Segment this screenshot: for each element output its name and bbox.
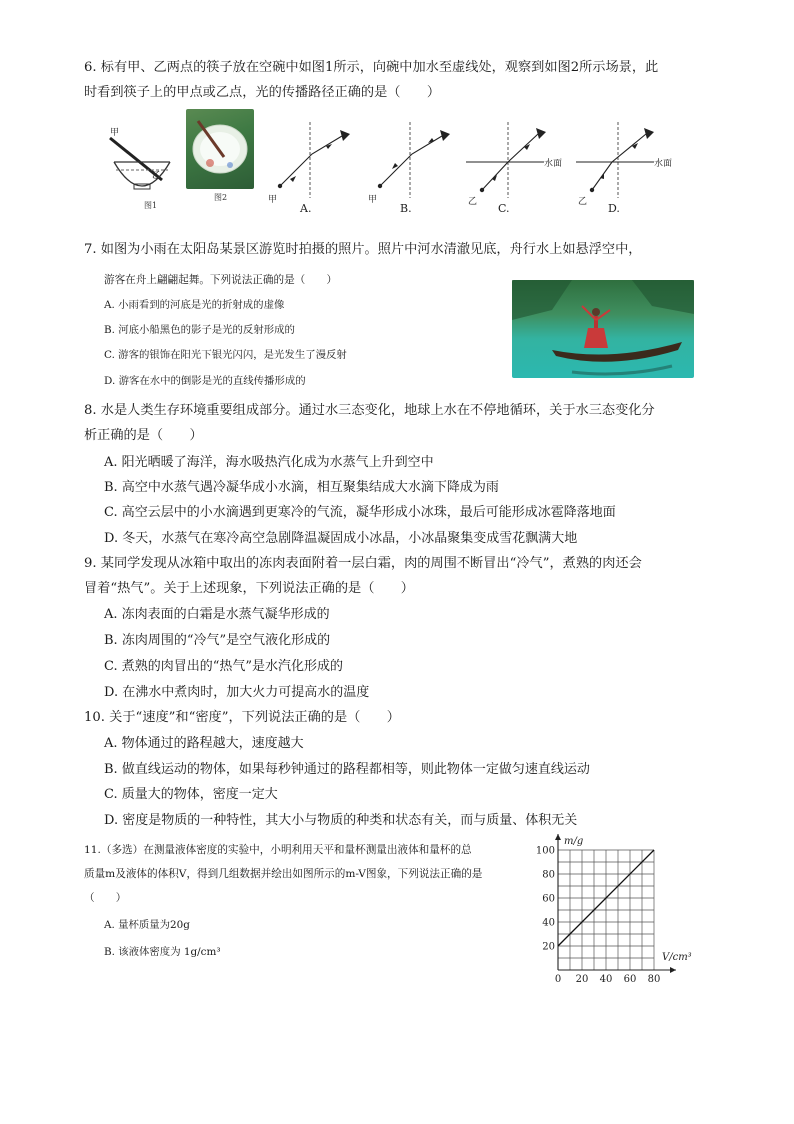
q7-option-d: D. 游客在水中的倒影是光的直线传播形成的 — [104, 375, 306, 387]
q7-option-c: C. 游客的银饰在阳光下银光闪闪，是光发生了漫反射 — [104, 349, 347, 361]
q7-boat-photo — [512, 280, 694, 378]
q6-choice-d-diagram — [572, 118, 682, 216]
q7-option-b: B. 河底小船黑色的影子是光的反射形成的 — [104, 324, 295, 336]
q10-option-c: C. 质量大的物体，密度一定大 — [104, 787, 278, 802]
q6-choice-c-diagram — [462, 118, 572, 216]
y-tick-label: 40 — [542, 917, 555, 929]
q6-fig1-point-yi: 乙 — [152, 171, 162, 181]
y-tick-label: 80 — [542, 869, 555, 881]
q6-b-label: B. — [400, 202, 412, 215]
chart-axes — [555, 834, 676, 973]
q6-d-water-label: 水面 — [654, 159, 673, 169]
q6-stem-line2: 时看到筷子上的甲点或乙点，光的传播路径正确的是（ ） — [84, 85, 441, 100]
q7-stem-line2: 游客在舟上翩翩起舞。下列说法正确的是（ ） — [104, 274, 338, 286]
x-tick-label: 80 — [647, 974, 661, 985]
y-axis-arrow — [555, 834, 561, 840]
q11-stem-line3: （ ） — [84, 892, 127, 904]
q6-figure1 — [104, 118, 174, 210]
q9-option-d: D. 在沸水中煮肉时，加大火力可提高水的温度 — [104, 685, 370, 700]
q8-option-d: D. 冬天，水蒸气在寒冷高空急剧降温凝固成小冰晶，小冰晶聚集变成雪花飘满大地 — [104, 531, 578, 546]
q9-stem-line2: 冒着“热气”。关于上述现象，下列说法正确的是（ ） — [84, 581, 414, 596]
q8-option-c: C. 高空云层中的小水滴遇到更寒冷的气流，凝华形成小冰珠，最后可能形成冰雹降落地面 — [104, 505, 616, 520]
q8-option-a: A. 阳光晒暖了海洋，海水吸热汽化成为水蒸气上升到空中 — [104, 455, 434, 470]
q6-c-water-label: 水面 — [544, 159, 563, 169]
q6-figure2-photo — [186, 109, 254, 189]
q6-c-label: C. — [498, 202, 510, 215]
q6-a-label: A. — [300, 202, 312, 215]
x-tick-label: 20 — [575, 974, 589, 985]
q11-stem-line1: 11.（多选）在测量液体密度的实验中，小明利用天平和量杯测量出液体和量杯的总 — [84, 844, 472, 856]
q6-fig1-label: 图1 — [144, 201, 158, 210]
q6-b-point: 甲 — [368, 195, 378, 205]
x-axis-arrow — [670, 967, 676, 973]
q11-stem-line2: 质量m及液体的体积V，得到几组数据并绘出如图所示的m-V图象，下列说法正确的是 — [84, 868, 483, 880]
q6-fig1-point-jia: 甲 — [110, 128, 120, 138]
q6-a-point: 甲 — [268, 195, 278, 205]
q11-option-b: B. 该液体密度为 1g/cm³ — [104, 946, 221, 958]
q6-choice-b-diagram — [362, 118, 462, 216]
q10-stem: 10. 关于“速度”和“密度”，下列说法正确的是（ ） — [84, 710, 400, 725]
q7-option-a: A. 小雨看到的河底是光的折射成的虚像 — [104, 299, 285, 311]
x-tick-label: 0 — [554, 974, 562, 985]
q9-option-b: B. 冻肉周围的“冷气”是空气液化形成的 — [104, 633, 331, 648]
y-tick-label: 20 — [542, 941, 555, 953]
q11-option-a: A. 量杯质量为20g — [104, 919, 190, 931]
y-tick-label: 60 — [542, 893, 555, 905]
y-tick-label: 100 — [535, 845, 555, 857]
q9-option-a: A. 冻肉表面的白霜是水蒸气凝华形成的 — [104, 607, 330, 622]
x-tick-label: 60 — [623, 974, 637, 985]
q6-fig2-label: 图2 — [214, 193, 228, 202]
q6-c-point: 乙 — [468, 197, 478, 207]
chart-ylabel: m/g — [564, 836, 584, 847]
q10-option-d: D. 密度是物质的一种特性，其大小与物质的种类和状态有关，而与质量、体积无关 — [104, 813, 578, 828]
q8-stem-line2: 析正确的是（ ） — [84, 428, 203, 443]
q7-stem-line1: 7. 如图为小雨在太阳岛某景区游览时拍摄的照片。照片中河水清澈见底，舟行水上如悬浮空中， — [84, 242, 642, 257]
q6-d-label: D. — [608, 202, 620, 215]
q8-option-b: B. 高空中水蒸气遇冷凝华成小水滴，相互聚集结成大水滴下降成为雨 — [104, 480, 499, 495]
q10-option-a: A. 物体通过的路程越大，速度越大 — [104, 736, 304, 751]
q6-stem-line1: 6. 标有甲、乙两点的筷子放在空碗中如图1所示，向碗中加水至虚线处，观察到如图2所示场景，此 — [84, 60, 659, 75]
q9-stem-line1: 9. 某同学发现从冰箱中取出的冻肉表面附着一层白霜，肉的周围不断冒出“冷气”，煮熟的肉还会 — [84, 556, 642, 571]
chart-xlabel: V/cm³ — [662, 952, 692, 963]
q11-mv-chart — [530, 832, 710, 992]
q6-d-point: 乙 — [578, 197, 588, 207]
q9-option-c: C. 煮熟的肉冒出的“热气”是水汽化形成的 — [104, 659, 344, 674]
q6-choice-a-diagram — [262, 118, 362, 216]
q8-stem-line1: 8. 水是人类生存环境重要组成部分。通过水三态变化，地球上水在不停地循环，关于水三态变化分 — [84, 403, 655, 418]
q10-option-b: B. 做直线运动的物体，如果每秒钟通过的路程都相等，则此物体一定做匀速直线运动 — [104, 762, 590, 777]
x-tick-label: 40 — [599, 974, 613, 985]
chart-grid — [558, 850, 654, 970]
